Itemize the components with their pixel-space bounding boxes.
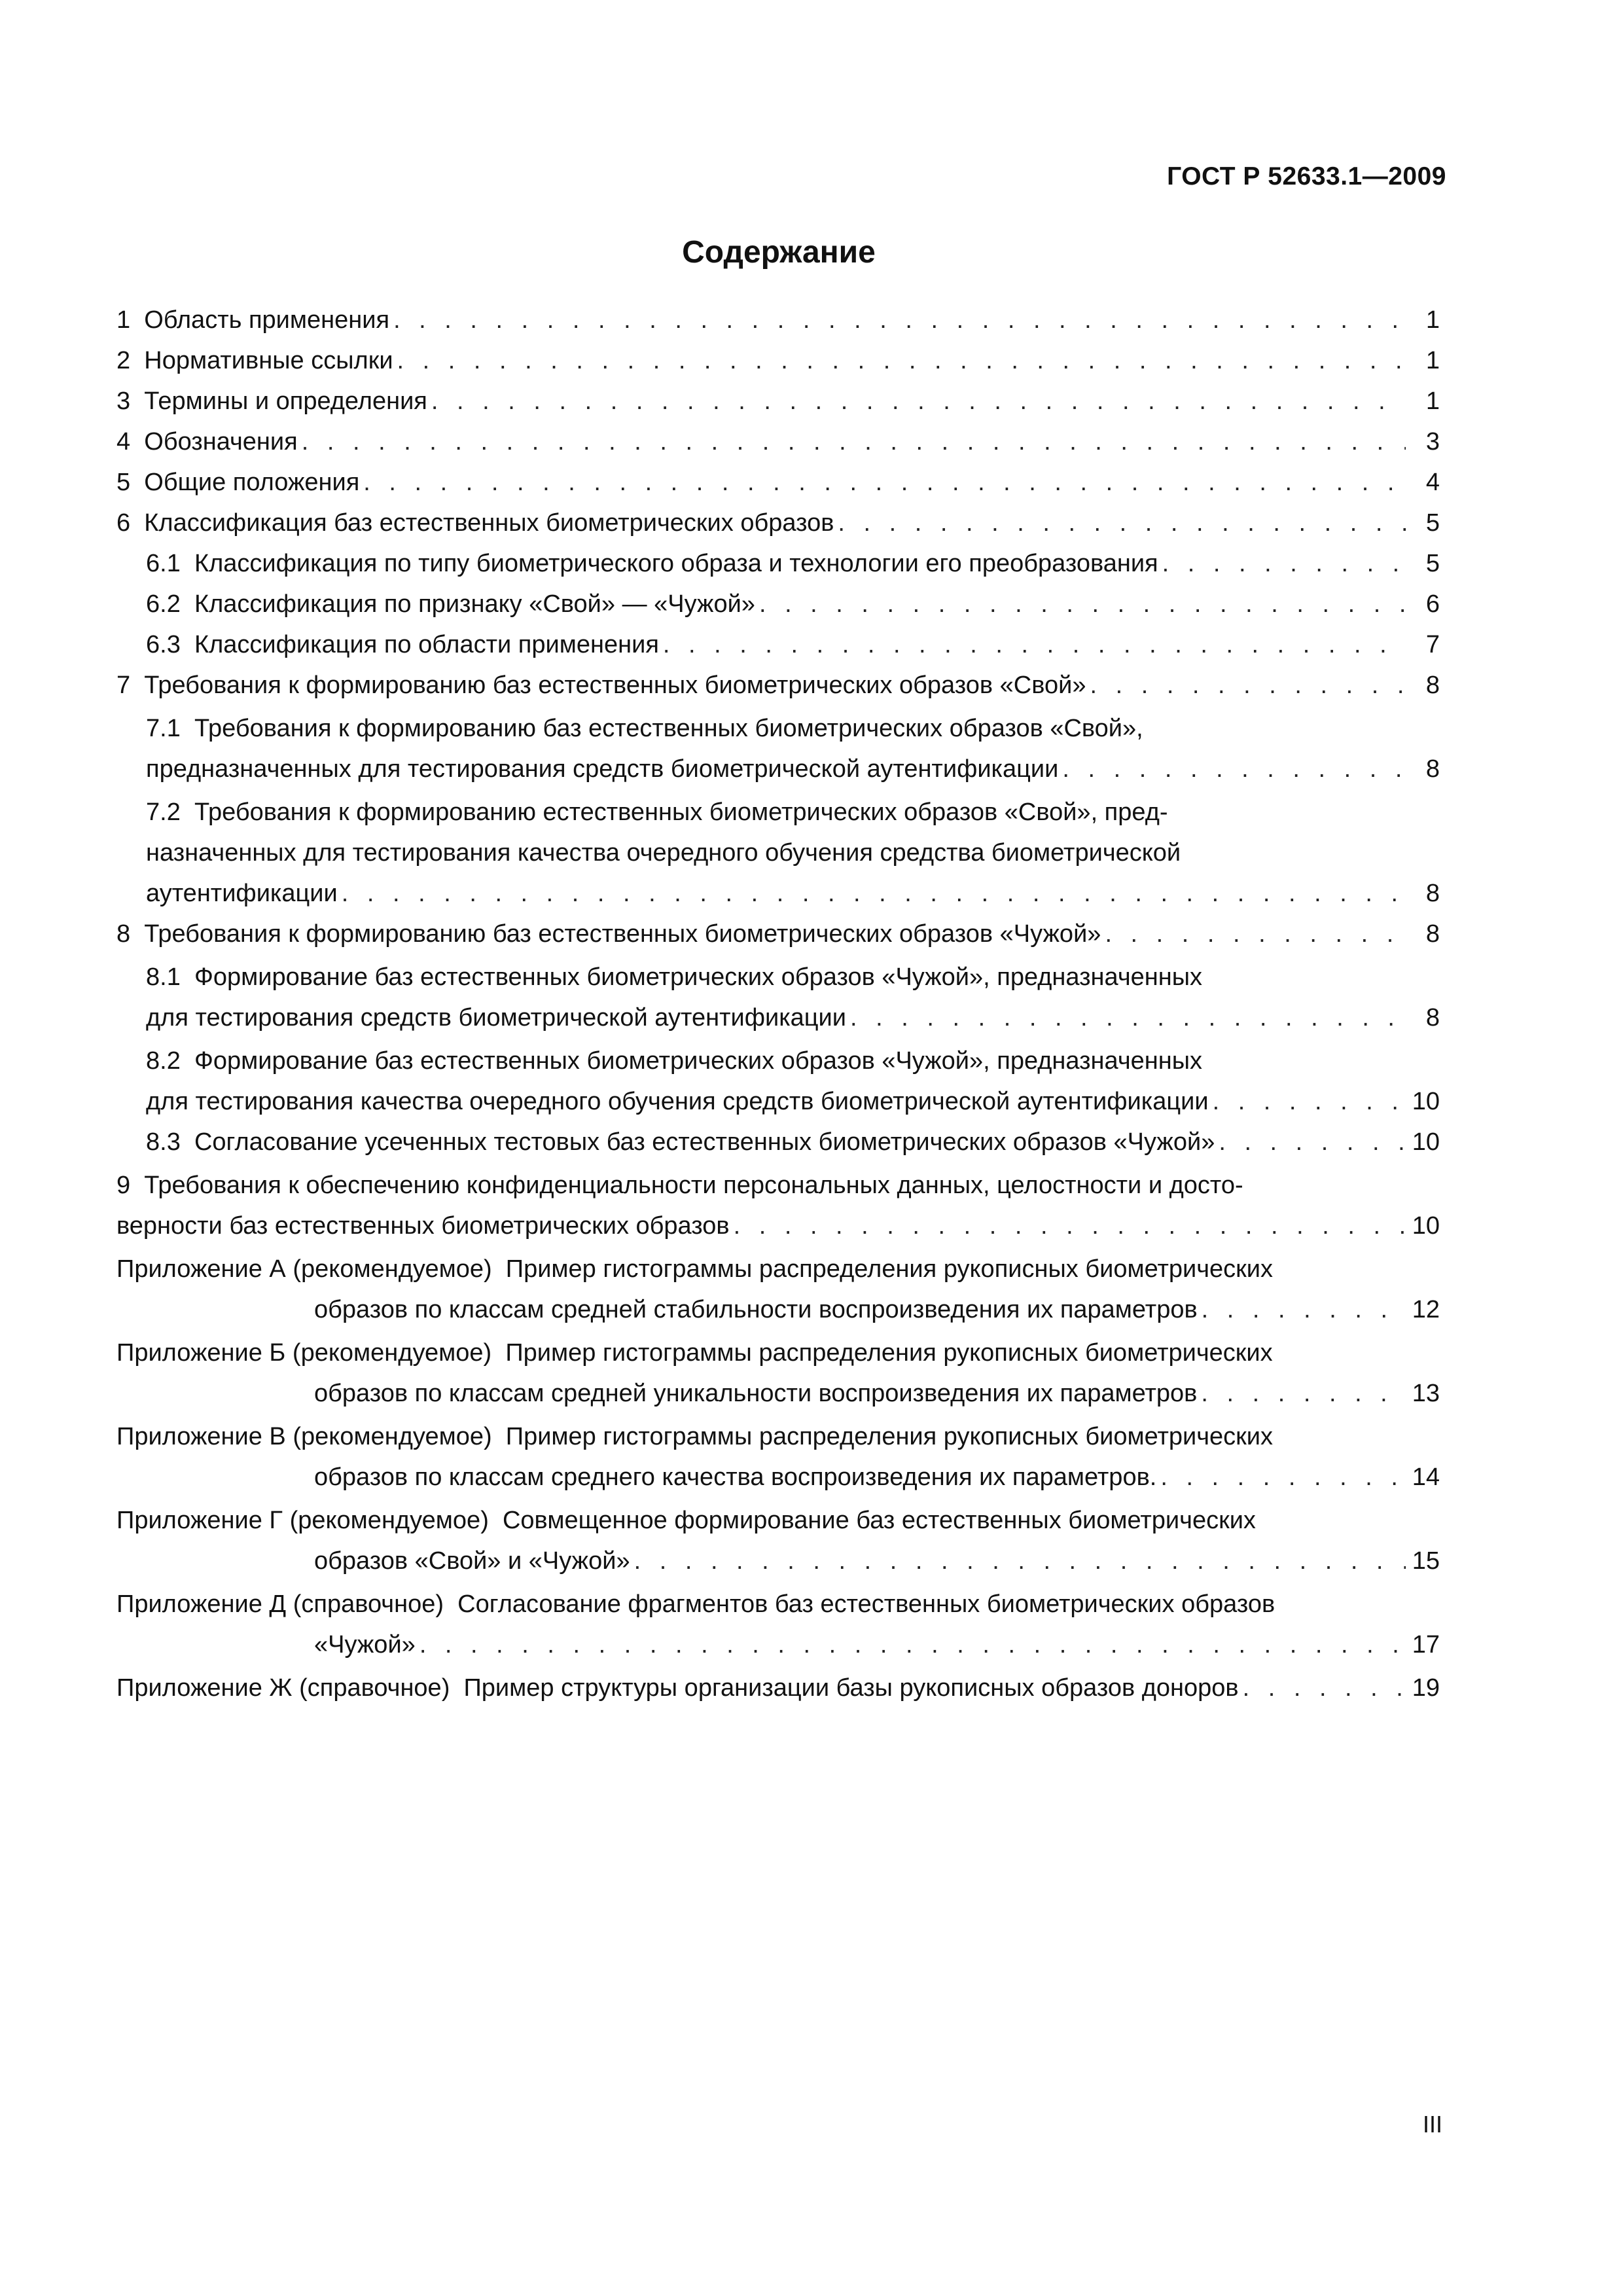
- toc-page-number: 4: [1425, 469, 1440, 496]
- toc-entry-title-line-1: Формирование баз естественных биометрических образов «Чужой», предназначенных: [194, 963, 1203, 991]
- toc-page-number: 8: [1425, 755, 1440, 783]
- appendix-title-line-1: Пример гистограммы распределения рукописных биометрических: [505, 1255, 1274, 1283]
- toc-page-number: 10: [1412, 1128, 1440, 1156]
- toc-entry-number: 8: [116, 920, 131, 948]
- leader-dots: [1062, 749, 1406, 789]
- toc-appendix-zh[interactable]: [116, 1668, 1440, 1708]
- toc-page-number: 6: [1425, 590, 1440, 618]
- toc-entry-6-3[interactable]: [116, 624, 1440, 665]
- toc-entry-title-line-1: Требования к формированию естественных биометрических образов «Свой», пред-: [194, 798, 1168, 826]
- table-of-contents: [116, 300, 1440, 1708]
- toc-entry-title-last-line: верности баз естественных биометрических образов: [116, 1212, 730, 1240]
- toc-appendix-a[interactable]: [116, 1249, 1440, 1330]
- toc-entry-title: Классификация по типу биометрического образа и технологии его преобразования: [194, 550, 1158, 577]
- toc-page-number: 1: [1425, 387, 1440, 415]
- toc-entry-number: 1: [116, 306, 131, 334]
- toc-page-number: 7: [1425, 631, 1440, 658]
- toc-page-number: 8: [1425, 672, 1440, 699]
- toc-page-number: 1: [1425, 306, 1440, 334]
- toc-entry-number: 2: [116, 347, 131, 374]
- appendix-label: Приложение А (рекомендуемое): [116, 1255, 492, 1283]
- toc-page-number: 1: [1425, 347, 1440, 374]
- toc-entry-number: 3: [116, 387, 131, 415]
- toc-appendix-d[interactable]: [116, 1584, 1440, 1665]
- toc-entry-number: 7.1: [146, 715, 181, 742]
- leader-dots: [397, 340, 1406, 381]
- toc-entry-title-line-1: Формирование баз естественных биометрических образов «Чужой», предназначенных: [194, 1047, 1203, 1075]
- leader-dots: [1162, 543, 1406, 584]
- appendix-title-line-1: Согласование фрагментов баз естественных биометрических образов: [457, 1590, 1275, 1618]
- toc-entry-title: Нормативные ссылки: [144, 347, 393, 374]
- toc-entry-title: Обозначения: [144, 428, 298, 456]
- toc-entry-title: Требования к формированию баз естественных биометрических образов «Чужой»: [144, 920, 1101, 948]
- appendix-label: Приложение Д (справочное): [116, 1590, 444, 1618]
- toc-entry-8-2[interactable]: [116, 1041, 1440, 1122]
- appendix-title-last-line: образов по классам средней уникальности воспроизведения их параметров: [314, 1380, 1198, 1407]
- toc-entry-9[interactable]: [116, 1165, 1440, 1246]
- document-code: ГОСТ Р 52633.1—2009: [1167, 162, 1446, 190]
- toc-entry-title-last-line: аутентификации: [146, 880, 338, 907]
- toc-entry-title-line-1: Требования к формированию баз естественных биометрических образов «Свой»,: [194, 715, 1143, 742]
- leader-dots: [1090, 665, 1406, 706]
- toc-page-number: 15: [1412, 1547, 1440, 1575]
- toc-entry-title-line-1: Требования к обеспечению конфиденциальности персональных данных, целостности и досто-: [144, 1172, 1243, 1199]
- toc-entry-title: Общие положения: [144, 469, 360, 496]
- toc-entry-8-3[interactable]: [116, 1122, 1440, 1162]
- leader-dots: [1202, 1289, 1406, 1330]
- toc-entry-title: Требования к формированию баз естественных биометрических образов «Свой»: [144, 672, 1086, 699]
- appendix-title-last-line: образов «Свой» и «Чужой»: [314, 1547, 630, 1575]
- appendix-title: Пример структуры организации базы рукописных образов доноров: [463, 1674, 1239, 1702]
- appendix-label: Приложение В (рекомендуемое): [116, 1423, 492, 1450]
- appendix-title-last-line: «Чужой»: [314, 1631, 416, 1659]
- toc-entry-number: 8.3: [146, 1128, 181, 1156]
- appendix-title-last-line: образов по классам среднего качества воспроизведения их параметров.: [314, 1463, 1157, 1491]
- toc-entry-title: Термины и определения: [144, 387, 427, 415]
- toc-appendix-b[interactable]: [116, 1333, 1440, 1414]
- leader-dots: [663, 624, 1406, 665]
- toc-entry-title: Классификация по области применения: [194, 631, 659, 658]
- toc-page-number: 10: [1412, 1088, 1440, 1115]
- leader-dots: [1160, 1457, 1406, 1498]
- leader-dots: [1243, 1668, 1406, 1708]
- toc-entry-number: 5: [116, 469, 131, 496]
- toc-page-number: 5: [1425, 550, 1440, 577]
- toc-entry-number: 7: [116, 672, 131, 699]
- toc-entry-number: 9: [116, 1172, 131, 1199]
- toc-entry-6[interactable]: [116, 503, 1440, 543]
- toc-entry-number: 7.2: [146, 798, 181, 826]
- toc-entry-number: 6.3: [146, 631, 181, 658]
- toc-page-number: 12: [1412, 1296, 1440, 1323]
- toc-entry-title: Область применения: [144, 306, 390, 334]
- toc-page-number: 10: [1412, 1212, 1440, 1240]
- toc-entry-number: 8.1: [146, 963, 181, 991]
- toc-entry-title: Классификация по признаку «Свой» — «Чужой»: [194, 590, 755, 618]
- toc-page-number: 13: [1412, 1380, 1440, 1407]
- toc-entry-8-1[interactable]: [116, 957, 1440, 1038]
- toc-entry-number: 6.1: [146, 550, 181, 577]
- toc-appendix-v[interactable]: [116, 1416, 1440, 1498]
- toc-entry-number: 4: [116, 428, 131, 456]
- appendix-title-line-1: Пример гистограммы распределения рукописных биометрических: [505, 1339, 1273, 1367]
- toc-page-number: 19: [1412, 1674, 1440, 1702]
- toc-entry-2[interactable]: [116, 340, 1440, 381]
- toc-entry-6-1[interactable]: [116, 543, 1440, 584]
- leader-dots: [759, 584, 1406, 624]
- toc-page-number: 3: [1425, 428, 1440, 456]
- toc-appendix-g[interactable]: [116, 1500, 1440, 1581]
- toc-page-number: 17: [1412, 1631, 1440, 1659]
- leader-dots: [363, 462, 1406, 503]
- toc-entry-title-last-line: для тестирования качества очередного обучения средств биометрической аутентификации: [146, 1088, 1209, 1115]
- leader-dots: [302, 422, 1406, 462]
- page-number: III: [1422, 2111, 1442, 2138]
- toc-entry-4[interactable]: [116, 422, 1440, 462]
- toc-entry-1[interactable]: [116, 300, 1440, 340]
- toc-entry-title: Классификация баз естественных биометрических образов: [144, 509, 834, 537]
- toc-entry-number: 6.2: [146, 590, 181, 618]
- toc-entry-6-2[interactable]: [116, 584, 1440, 624]
- leader-dots: [342, 873, 1406, 914]
- leader-dots: [734, 1206, 1406, 1246]
- toc-entry-title-last-line: предназначенных для тестирования средств биометрической аутентификации: [146, 755, 1059, 783]
- appendix-title-last-line: образов по классам средней стабильности воспроизведения их параметров: [314, 1296, 1198, 1323]
- leader-dots: [1213, 1081, 1406, 1122]
- appendix-title-line-1: Совмещенное формирование баз естественных биометрических: [502, 1507, 1256, 1534]
- toc-entry-title-last-line: для тестирования средств биометрической аутентификации: [146, 1004, 847, 1031]
- toc-entry-title-line-2: назначенных для тестирования качества очередного обучения средства биометрической: [146, 839, 1181, 867]
- leader-dots: [419, 1624, 1406, 1665]
- toc-entry-number: 6: [116, 509, 131, 537]
- toc-entry-5[interactable]: [116, 462, 1440, 503]
- toc-entry-title: Согласование усеченных тестовых баз естественных биометрических образов «Чужой»: [194, 1128, 1215, 1156]
- appendix-title-line-1: Пример гистограммы распределения рукописных биометрических: [505, 1423, 1274, 1450]
- page-title: Содержание: [682, 235, 876, 270]
- toc-page-number: 8: [1425, 920, 1440, 948]
- leader-dots: [431, 381, 1406, 422]
- leader-dots: [634, 1541, 1406, 1581]
- leader-dots: [1201, 1373, 1406, 1414]
- toc-page-number: 5: [1425, 509, 1440, 537]
- leader-dots: [850, 997, 1406, 1038]
- toc-entry-7[interactable]: [116, 665, 1440, 706]
- leader-dots: [393, 300, 1406, 340]
- leader-dots: [1219, 1122, 1406, 1162]
- leader-dots: [838, 503, 1406, 543]
- appendix-label: Приложение Б (рекомендуемое): [116, 1339, 492, 1367]
- toc-entry-3[interactable]: [116, 381, 1440, 422]
- appendix-label: Приложение Ж (справочное): [116, 1674, 450, 1702]
- toc-entry-7-2[interactable]: [116, 792, 1440, 914]
- toc-entry-8[interactable]: [116, 914, 1440, 954]
- toc-entry-7-1[interactable]: [116, 708, 1440, 789]
- leader-dots: [1105, 914, 1406, 954]
- toc-page-number: 14: [1412, 1463, 1440, 1491]
- toc-entry-number: 8.2: [146, 1047, 181, 1075]
- appendix-label: Приложение Г (рекомендуемое): [116, 1507, 489, 1534]
- toc-page-number: 8: [1425, 880, 1440, 907]
- toc-page-number: 8: [1425, 1004, 1440, 1031]
